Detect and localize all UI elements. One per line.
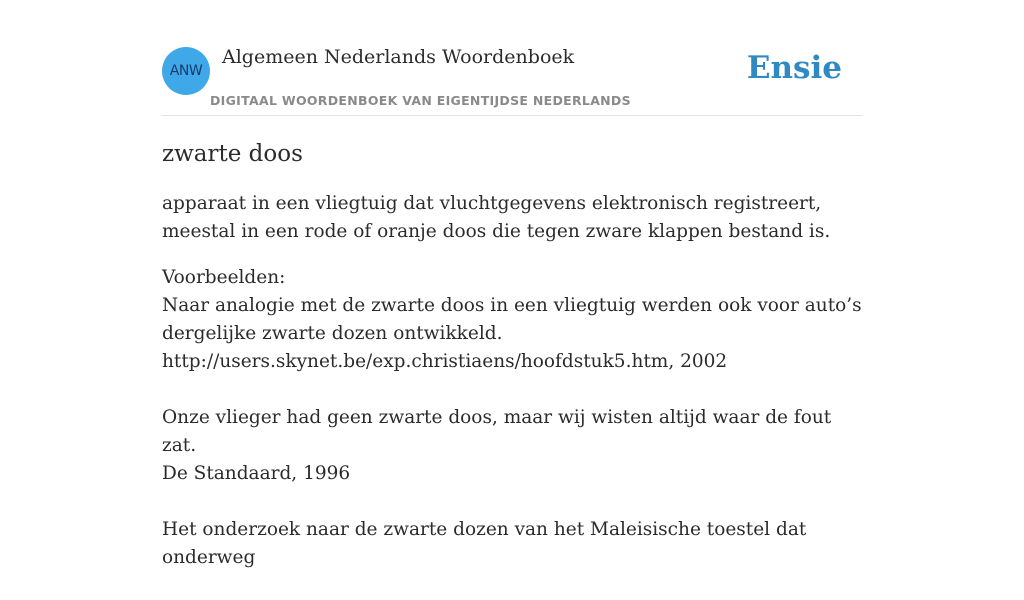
logo-text: ANW xyxy=(169,63,203,79)
site-header xyxy=(162,46,862,116)
examples-section xyxy=(162,264,862,572)
examples-label: Voorbeelden: xyxy=(162,267,286,288)
example-text: Het onderzoek naar de zwarte dozen van het Maleisische toestel dat onderweg xyxy=(162,519,807,568)
ensie-brand-link[interactable]: Ensie xyxy=(746,50,842,86)
site-title[interactable]: Algemeen Nederlands Woordenboek xyxy=(222,46,575,68)
header-divider xyxy=(162,115,862,116)
example-item xyxy=(162,516,862,572)
example-source: De Standaard, 1996 xyxy=(162,463,351,484)
entry-content xyxy=(162,138,862,600)
entry-definition: apparaat in een vliegtuig dat vluchtgegevens elektronisch registreert, meestal in een rode of oranje doos die tegen zware klappen bestand is. xyxy=(162,193,831,242)
example-source: http://users.skynet.be/exp.christiaens/hoofdstuk5.htm, 2002 xyxy=(162,351,728,372)
example-item xyxy=(162,404,862,488)
example-text: Onze vlieger had geen zwarte doos, maar wij wisten altijd waar de fout zat. xyxy=(162,407,832,456)
example-item xyxy=(162,292,862,376)
anw-logo[interactable] xyxy=(162,47,210,95)
site-subtitle: DIGITAAL WOORDENBOEK VAN EIGENTIJDSE NEDERLANDS xyxy=(210,93,631,108)
example-text: Naar analogie met de zwarte doos in een vliegtuig werden ook voor auto’s dergelijke zwarte dozen ontwikkeld. xyxy=(162,295,862,344)
entry-headword: zwarte doos xyxy=(162,141,303,167)
